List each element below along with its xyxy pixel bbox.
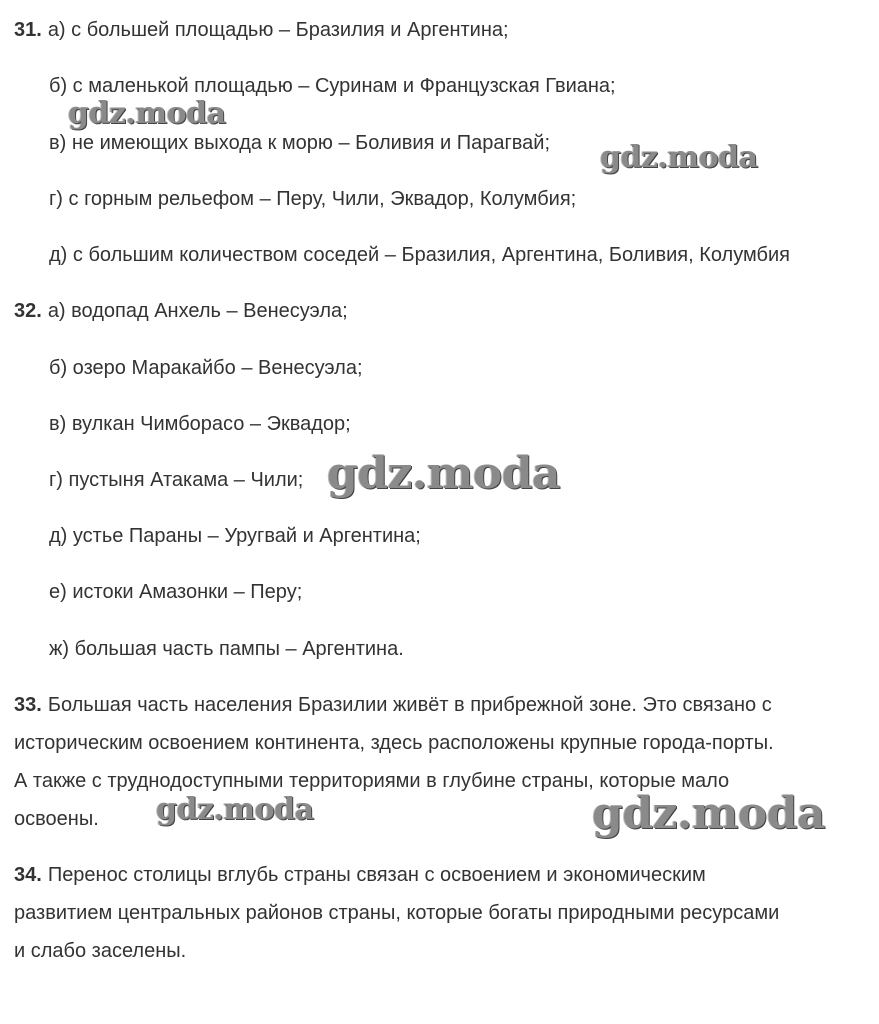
answer-31-b: б) с маленькой площадью – Суринам и Французская Гвиана; — [49, 75, 616, 97]
watermark: gdz.moda — [156, 792, 314, 827]
answer-34-line-1-text: Перенос столицы вглубь страны связан с освоением и экономическим — [47, 864, 706, 886]
answer-33-line-2: историческим освоением континента, здесь расположены крупные города-порты. — [14, 732, 774, 754]
answer-32-d: г) пустыня Атакама – Чили; — [49, 469, 304, 491]
watermark: gdz.moda — [592, 788, 826, 839]
watermark: gdz.moda — [600, 140, 758, 175]
answer-32-c: в) вулкан Чимборасо – Эквадор; — [49, 413, 351, 435]
answer-33-line-3: А также с труднодоступными территориями в глубине страны, которые мало — [14, 770, 730, 792]
question-number-31: 31. — [14, 19, 42, 41]
watermark: gdz.moda — [68, 96, 226, 131]
answer-31-a — [14, 18, 509, 42]
answer-32-g: ж) большая часть пампы – Аргентина. — [49, 638, 404, 660]
answer-33-line-4: освоены. — [14, 808, 99, 830]
answer-34-line-3: и слабо заселены. — [14, 940, 187, 962]
answer-31-e: д) с большим количеством соседей – Бразилия, Аргентина, Боливия, Колумбия — [49, 244, 790, 266]
answer-31-a-text: а) с большей площадью – Бразилия и Аргентина; — [47, 19, 509, 41]
answer-32-a — [14, 299, 348, 323]
answer-33-line-1-text: Большая часть населения Бразилии живёт в прибрежной зоне. Это связано с — [47, 694, 772, 716]
watermark: gdz.moda — [327, 448, 561, 499]
answer-33-line-1 — [14, 693, 772, 717]
answer-34-line-1 — [14, 863, 706, 887]
answer-31-d: г) с горным рельефом – Перу, Чили, Эквадор, Колумбия; — [49, 188, 577, 210]
answer-34-line-2: развитием центральных районов страны, которые богаты природными ресурсами — [14, 902, 780, 924]
question-number-34: 34. — [14, 864, 42, 886]
answer-32-a-text: а) водопад Анхель – Венесуэла; — [47, 300, 348, 322]
answer-32-e: д) устье Параны – Уругвай и Аргентина; — [49, 525, 421, 547]
question-number-32: 32. — [14, 300, 42, 322]
answer-32-f: е) истоки Амазонки – Перу; — [49, 581, 303, 603]
answer-31-c: в) не имеющих выхода к морю – Боливия и Парагвай; — [49, 132, 550, 154]
answer-32-b: б) озеро Маракайбо – Венесуэла; — [49, 357, 363, 379]
question-number-33: 33. — [14, 694, 42, 716]
